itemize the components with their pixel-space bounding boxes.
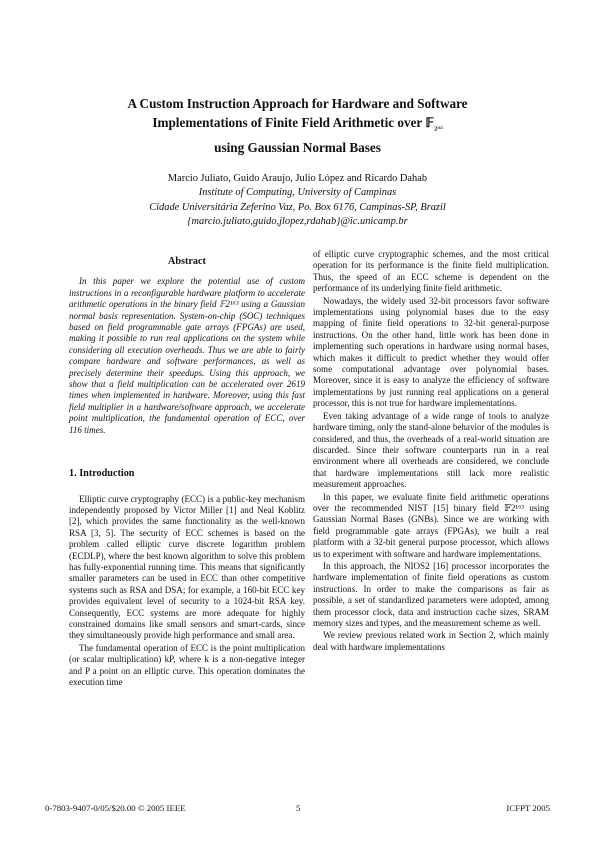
- footer-copyright: 0-7803-9407-0/05/$20.00 © 2005 IEEE: [45, 803, 186, 813]
- title-line-2: Implementations of Finite Field Arithmetic over 𝔽$_{2^{163}}$: [152, 114, 443, 133]
- author-block: [60, 172, 535, 229]
- footer-page-number: 5: [296, 803, 301, 813]
- left-column: [69, 256, 305, 688]
- author-email: {marcio.juliato,guido,jlopez,rdahab}@ic.unicamp.br: [187, 215, 408, 227]
- paper-title: [60, 95, 535, 157]
- footer-conference: ICFPT 2005: [506, 803, 550, 813]
- right-paragraph-1: of elliptic curve cryptographic schemes, and the most critical operation for its performance is the finite field multiplication. Thus, the speed of an ECC scheme is dependent on the performance of its underlying finite field arithmetic.: [313, 249, 549, 294]
- right-paragraph-6: We review previous related work in Section 2, which mainly deal with hardware implementations: [313, 630, 549, 652]
- right-paragraph-5: In this approach, the NIOS2 [16] processor incorporates the hardware implementation of finite field operations as custom instructions. In order to make the comparisons as fair as possible, a set of standardized parameters were adopted, among them processor clock, data and instruction cache sizes, SRAM memory sizes and types, and the measurement scheme as well.: [313, 560, 549, 628]
- right-paragraph-3: Even taking advantage of a wide range of tools to analyze hardware timing, only the stand-alone behavior of the modules is considered, and thus, the overheads of a real-world situation are discarded. Since their software counterparts run in a real environment where all overheads are considered, we conclude that hardware implementations still lack more realistic measurement approaches.: [313, 410, 549, 490]
- author-institute: Institute of Computing, University of Campinas: [198, 187, 397, 199]
- abstract-text: In this paper we explore the potential use of custom instructions in a reconfigurable hardware platform to accelerate arithmetic operations in the binary field 𝔽2¹⁶³ using a Gaussian normal basis representation. System-on-chip (SOC) techniques based on field programmable gate arrays (FPGAs) are used, making it possible to run real applications on the system while considering all execution overheads. Thus we are able to fairly compare hardware and software performances, as well as precisely determine their speedups. Using this approach, we show that a field multiplication can be accelerated over 2619 times when implemented in hardware. Moreover, using this fast field multiplier in a hardware/software approach, we accelerate point multiplication, the fundamental operation of ECC, over 116 times.: [69, 276, 305, 435]
- title-field-subscript: 2¹⁶³: [434, 126, 443, 133]
- author-address: Cidade Universitária Zeferino Vaz, Po. Box 6176, Campinas-SP, Brazil: [149, 201, 446, 213]
- abstract-heading: Abstract: [168, 256, 206, 267]
- right-column: [313, 249, 549, 653]
- intro-paragraph-1: Elliptic curve cryptography (ECC) is a public-key mechanism independently proposed by Victor Miller [1] and Neal Koblitz [2], which provides the same functionality as the well-known RSA [3, 5]. The security of ECC schemes is based on the problem called elliptic curve discrete logarithm problem (ECDLP), where the best known algorithm to solve this problem has fully-exponential running time. This means that significantly smaller parameters can be used in ECC than other competitive systems such as RSA and DSA; for example, a 160-bit ECC key provides equivalent level of security to a 1024-bit RSA key. Consequently, ECC systems are more adequate for highly constrained domains like small sensors and smart-cards, since they simultaneously provide high performance and small area.: [69, 493, 305, 641]
- author-names: Marcio Juliato, Guido Araujo, Julio López and Ricardo Dahab: [167, 173, 428, 184]
- title-line-1: A Custom Instruction Approach for Hardware and Software: [127, 96, 468, 111]
- intro-paragraph-2: The fundamental operation of ECC is the point multiplication (or scalar multiplication) kP, where k is a non-negative integer and P a point on an elliptic curve. This operation dominates the execution time: [69, 642, 305, 687]
- section-heading-introduction: 1. Introduction: [69, 468, 135, 480]
- title-line-3: using Gaussian Normal Bases: [214, 139, 381, 155]
- right-paragraph-2: Nowadays, the widely used 32-bit processors favor software implementations using polynomial bases due to the easy mapping of finite field operations to 32-bit general-purpose instructions. On the other hand, little work has been done in implementing such operations in hardware using normal bases, which makes it difficult to predict whether they would offer some computational advantage over polynomial bases. Moreover, since it is easy to analyze the efficiency of software implementations by just running real applications on a general processor, this is not true for hardware implementations.: [313, 295, 549, 409]
- right-paragraph-4: In this paper, we evaluate finite field arithmetic operations over the recommended NIST [15] binary field 𝔽2¹⁶³ using Gaussian Normal Bases (GNBs). Since we are working with field programmable gate arrays (FPGAs), we built a real platform with a 32-bit general purpose processor, which allows us to experiment with software and hardware implementations.: [313, 491, 549, 559]
